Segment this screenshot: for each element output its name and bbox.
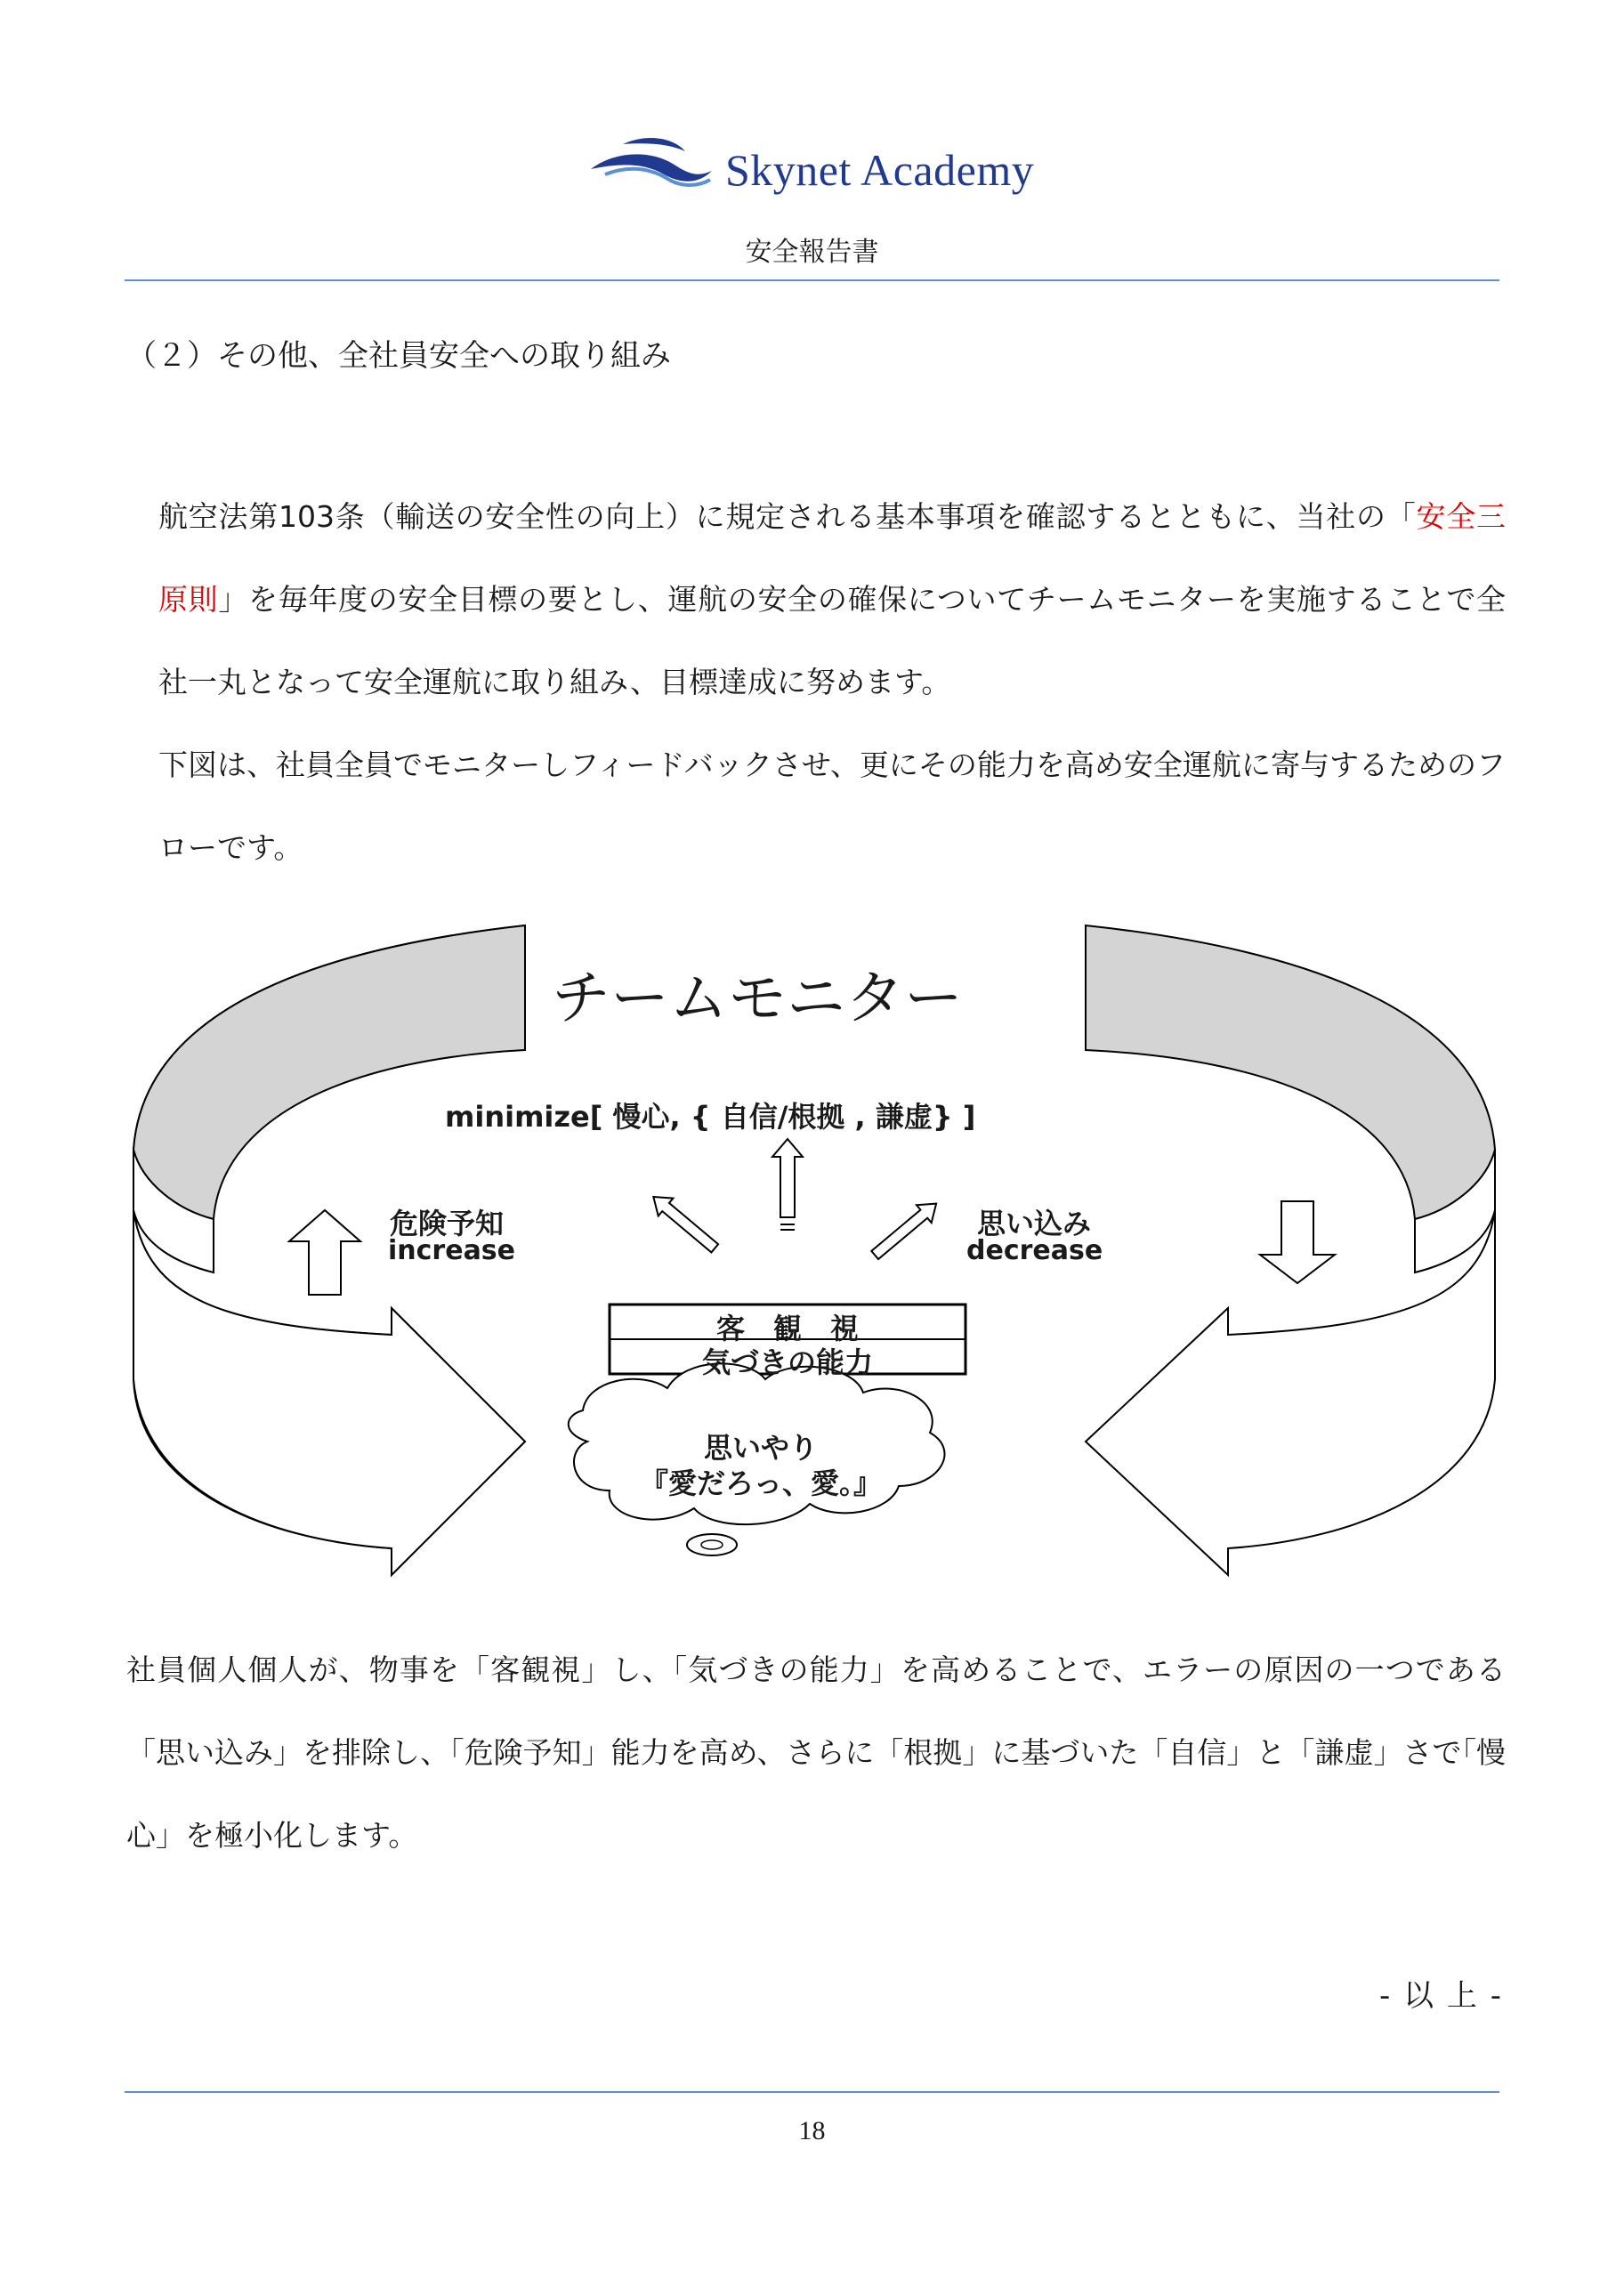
increase-label: increase [388, 1235, 516, 1266]
minimize-label: minimize[ 慢心, { 自信/根拠 , 謙虚} ] [445, 1100, 976, 1134]
assumption-label: 思い込み [977, 1207, 1092, 1240]
brand-name: Skynet Academy [725, 145, 1035, 195]
page-number: 18 [798, 2116, 826, 2145]
center-right-arrow [868, 1195, 944, 1264]
center-left-arrow [646, 1188, 723, 1257]
safety-principles-highlight: 安全三原則 [158, 499, 1507, 617]
closing-mark: - 以 上 - [1379, 1978, 1503, 2014]
section-heading: （２）その他、全社員安全への取り組み [126, 338, 671, 374]
consideration-label: 思いやり [703, 1431, 818, 1465]
decrease-down-arrow [1260, 1201, 1335, 1283]
team-monitor-diagram [125, 917, 1504, 1593]
love-slogan-label: 『愛だろっ、愛。』 [639, 1466, 882, 1500]
objectivity-label: 客 観 視 [715, 1312, 859, 1345]
conclusion-paragraph: 社員個人個人が、物事を「客観視」し、「気づきの能力」を高めることで、エラーの原因の一つである「思い込み」を排除し、「危険予知」能力を高め、さらに「根拠」に基づいた「自信」と「謙虚」さで｢慢心」を極小化します。 [126, 1652, 1506, 1853]
intro-p1-part2: 」を毎年度の安全目標の要とし、運航の安全の確保についてチームモニターを実施することで全社一丸となって安全運航に取り組み、目標達成に努めます。 [158, 582, 1507, 699]
footer-divider [125, 2091, 1499, 2093]
risk-prediction-label: 危険予知 [390, 1207, 505, 1240]
left-ribbon-shade [133, 925, 525, 1219]
intro-p1-part1: 航空法第103条（輸送の安全性の向上）に規定される基本事項を確認するとともに、当社の [158, 499, 1386, 534]
swoosh-logo-icon [587, 132, 721, 203]
increase-up-arrow [289, 1210, 360, 1295]
intro-text [126, 475, 1506, 889]
intro-paragraph-2: 下図は、社員全員でモニターしフィードバックさせ、更にその能力を高め安全運航に寄与するためのフローです。 [158, 747, 1506, 865]
diagram-title: チームモニター [552, 964, 963, 1032]
intro-p1-quote: 「 [1386, 499, 1417, 534]
center-up-arrow [772, 1139, 803, 1217]
decrease-label: decrease [966, 1235, 1103, 1266]
report-title: 安全報告書 [745, 237, 879, 268]
header-divider [125, 279, 1499, 281]
intro-paragraph-1 [126, 475, 1506, 723]
brand-logo [587, 132, 1050, 203]
awareness-label: 気づきの能力 [701, 1345, 873, 1379]
right-ribbon-shade [1086, 925, 1495, 1219]
conclusion-text [126, 1628, 1506, 1877]
